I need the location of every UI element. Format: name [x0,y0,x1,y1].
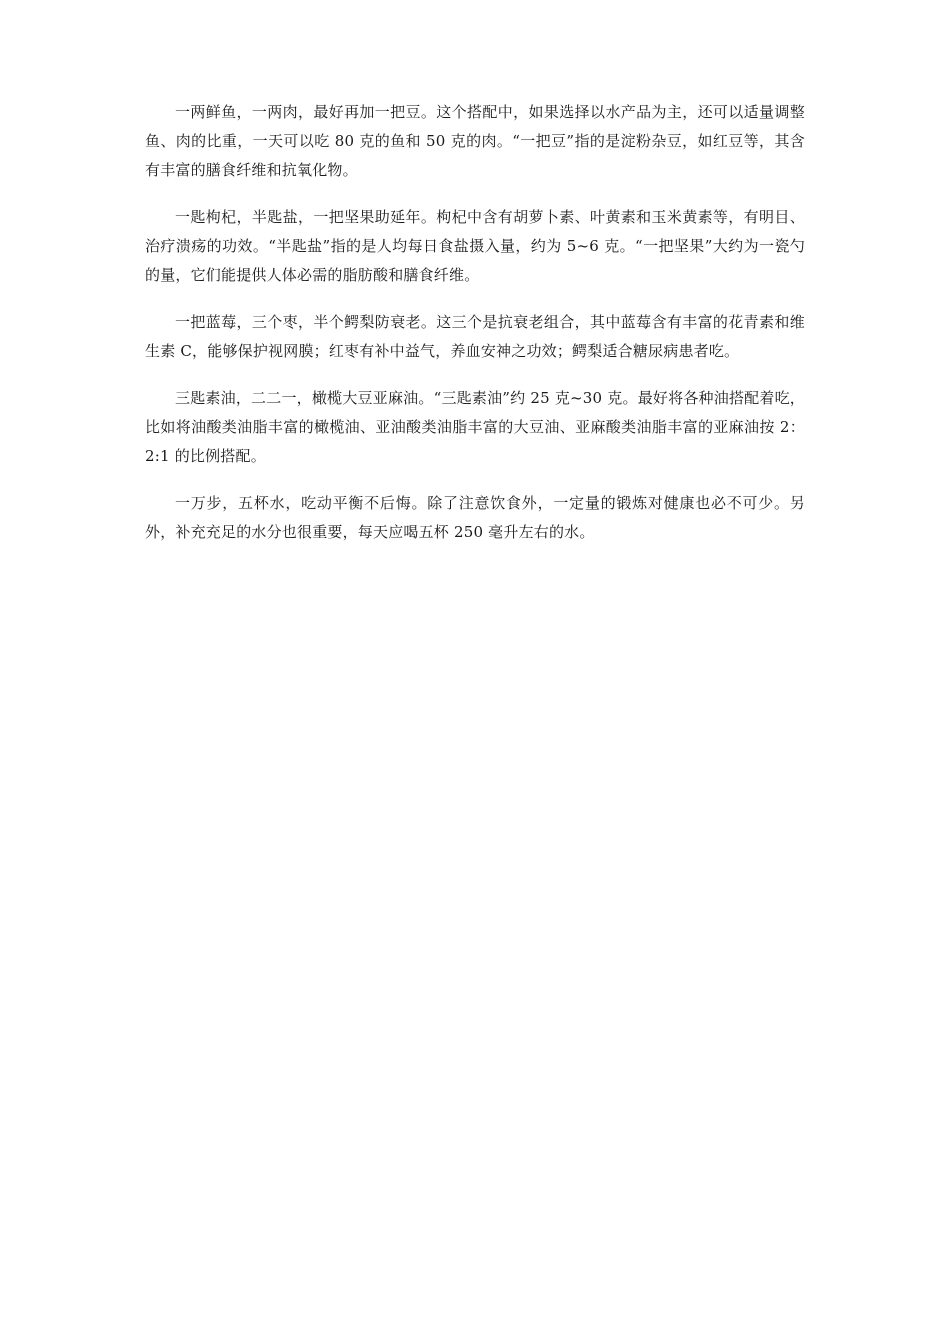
document-body [145,98,805,565]
paragraph-fish-meat-beans: 一两鲜鱼，一两肉，最好再加一把豆。这个搭配中，如果选择以水产品为主，还可以适量调整鱼、肉的比重，一天可以吃 80 克的鱼和 50 克的肉。“一把豆”指的是淀粉杂豆，如红豆等，其含有丰富的膳食纤维和抗氧化物。 [145,103,805,179]
paragraph-goji-salt-nuts: 一匙枸杞，半匙盐，一把坚果助延年。枸杞中含有胡萝卜素、叶黄素和玉米黄素等，有明目、治疗溃疡的功效。“半匙盐”指的是人均每日食盐摄入量，约为 5~6 克。“一把坚果”大约为一瓷勺的量，它们能提供人体必需的脂肪酸和膳食纤维。 [145,208,805,284]
paragraph-blueberry-dates-avocado: 一把蓝莓，三个枣，半个鳄梨防衰老。这三个是抗衰老组合，其中蓝莓含有丰富的花青素和维生素 C，能够保护视网膜；红枣有补中益气，养血安神之功效；鳄梨适合糖尿病患者吃。 [145,313,805,360]
paragraph-steps-water: 一万步，五杯水，吃动平衡不后悔。除了注意饮食外，一定量的锻炼对健康也必不可少。另外，补充充足的水分也很重要，每天应喝五杯 250 毫升左右的水。 [145,494,805,541]
paragraph-vegetable-oil: 三匙素油，二二一，橄榄大豆亚麻油。“三匙素油”约 25 克~30 克。最好将各种油搭配着吃，比如将油酸类油脂丰富的橄榄油、亚油酸类油脂丰富的大豆油、亚麻酸类油脂丰富的亚麻油按 2：2:1 的比例搭配。 [145,389,805,465]
